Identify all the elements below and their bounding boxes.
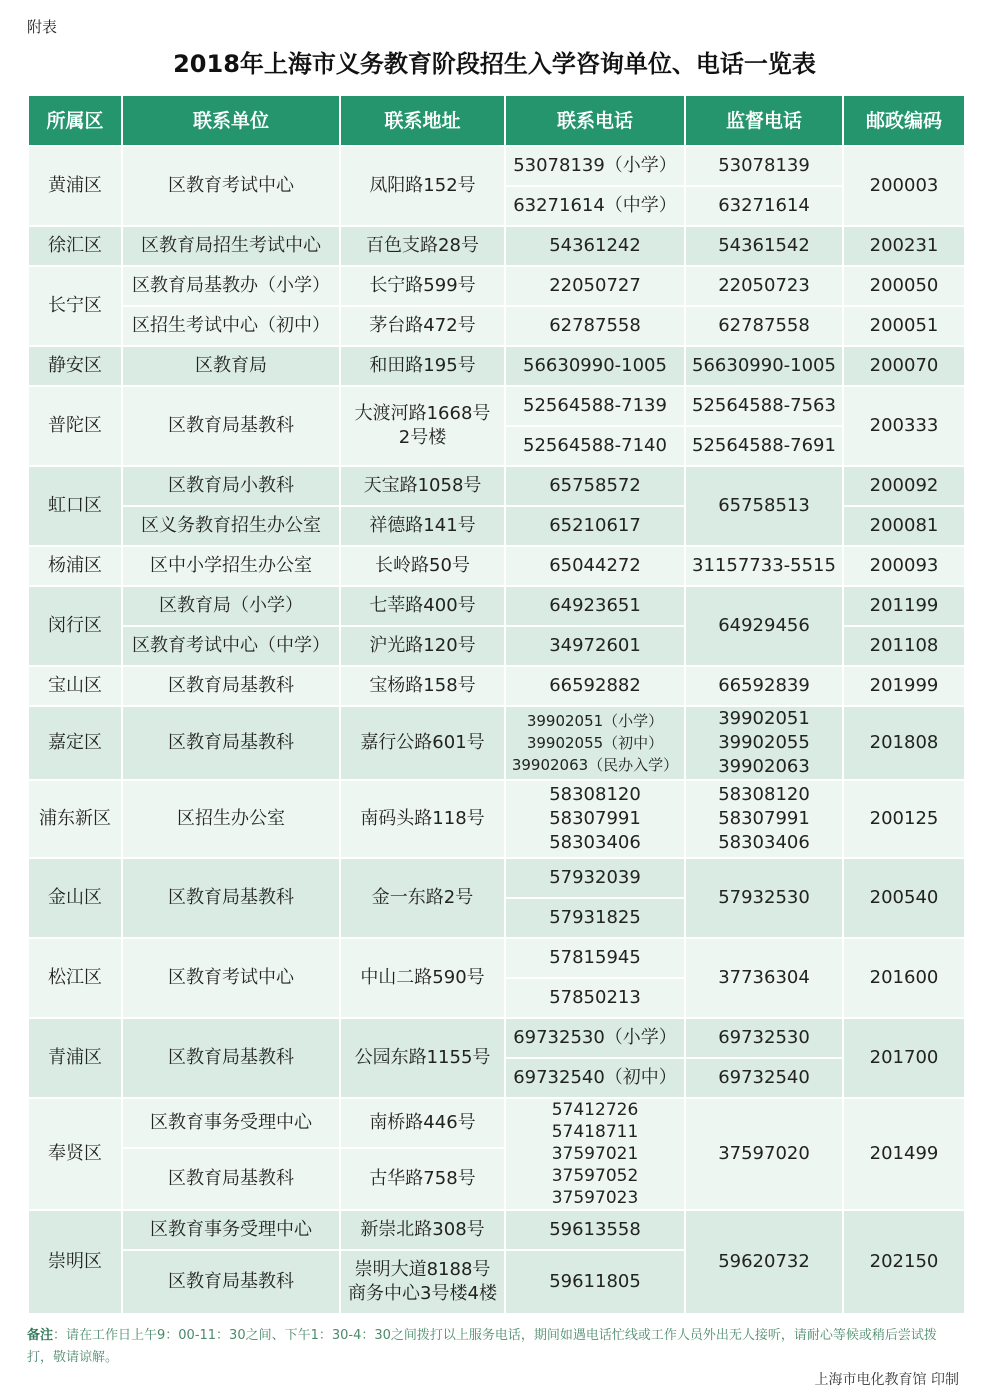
unit-cell: 区教育局基教科 (123, 1149, 339, 1209)
unit-cell: 区教育局（小学） (123, 587, 339, 625)
header-unit: 联系单位 (123, 96, 339, 145)
phone-cell: 57932039 (506, 859, 684, 897)
remark (27, 1325, 962, 1369)
supervision-cell: 56630990-1005 (686, 347, 842, 385)
district-cell: 松江区 (29, 939, 121, 1017)
district-cell: 虹口区 (29, 467, 121, 545)
zip-cell: 200050 (844, 267, 964, 305)
address-cell: 宝杨路158号 (341, 667, 504, 705)
table-row (29, 147, 964, 185)
phone-cell: 58308120 58307991 58303406 (506, 781, 684, 857)
supervision-cell: 65758513 (686, 467, 842, 545)
contact-table (27, 94, 966, 1315)
phone-cell: 52564588-7140 (506, 427, 684, 465)
supervision-cell: 54361542 (686, 227, 842, 265)
address-cell: 南码头路118号 (341, 781, 504, 857)
address-cell: 公园东路1155号 (341, 1019, 504, 1097)
table-header-row (29, 96, 964, 145)
zip-cell: 201499 (844, 1099, 964, 1209)
table-row (29, 347, 964, 385)
phone-cell: 52564588-7139 (506, 387, 684, 425)
header-zip: 邮政编码 (844, 96, 964, 145)
address-cell: 祥德路141号 (341, 507, 504, 545)
phone-cell: 22050727 (506, 267, 684, 305)
address-cell: 长岭路50号 (341, 547, 504, 585)
district-cell: 徐汇区 (29, 227, 121, 265)
supervision-cell: 58308120 58307991 58303406 (686, 781, 842, 857)
table-row (29, 939, 964, 977)
phone-cell: 34972601 (506, 627, 684, 665)
remark-text: ：请在工作日上午9：00-11：30之间、下午1：30-4：30之间拨打以上服务电话，期间如遇电话忙线或工作人员外出无人接听，请耐心等候或稍后尝试拨打，敬请谅解。 (27, 1328, 937, 1365)
unit-cell: 区招生考试中心（初中） (123, 307, 339, 345)
phone-cell: 64923651 (506, 587, 684, 625)
phone-cell: 57815945 (506, 939, 684, 977)
table-row (29, 267, 964, 305)
unit-cell: 区教育局基教科 (123, 387, 339, 465)
phone-cell: 62787558 (506, 307, 684, 345)
unit-cell: 区教育局基教科 (123, 1019, 339, 1097)
remark-label: 备注 (27, 1328, 54, 1343)
zip-cell: 201808 (844, 707, 964, 779)
unit-cell: 区教育局招生考试中心 (123, 227, 339, 265)
district-cell: 青浦区 (29, 1019, 121, 1097)
unit-cell: 区教育局基教科 (123, 859, 339, 937)
district-cell: 嘉定区 (29, 707, 121, 779)
zip-cell: 200540 (844, 859, 964, 937)
page-title: 2018年上海市义务教育阶段招生入学咨询单位、电话一览表 (173, 50, 816, 78)
address-cell: 嘉行公路601号 (341, 707, 504, 779)
supervision-cell: 59620732 (686, 1211, 842, 1313)
zip-cell: 201199 (844, 587, 964, 625)
unit-cell: 区教育局基教办（小学） (123, 267, 339, 305)
district-cell: 宝山区 (29, 667, 121, 705)
zip-cell: 200003 (844, 147, 964, 225)
supervision-cell: 37736304 (686, 939, 842, 1017)
header-supervision: 监督电话 (686, 96, 842, 145)
phone-cell: 56630990-1005 (506, 347, 684, 385)
supervision-cell: 37597020 (686, 1099, 842, 1209)
attachment-label: 附表 (27, 18, 58, 36)
address-cell: 大渡河路1668号 2号楼 (341, 387, 504, 465)
unit-cell: 区教育事务受理中心 (123, 1099, 339, 1147)
zip-cell: 202150 (844, 1211, 964, 1313)
phone-cell: 57850213 (506, 979, 684, 1017)
supervision-cell: 22050723 (686, 267, 842, 305)
supervision-cell: 63271614 (686, 187, 842, 225)
zip-cell: 201999 (844, 667, 964, 705)
address-cell: 七莘路400号 (341, 587, 504, 625)
supervision-cell: 39902051 39902055 39902063 (686, 707, 842, 779)
phone-cell: 57412726 57418711 37597021 37597052 37597023 (506, 1099, 684, 1209)
header-address: 联系地址 (341, 96, 504, 145)
address-cell: 长宁路599号 (341, 267, 504, 305)
zip-cell: 200333 (844, 387, 964, 465)
phone-cell: 69732530（小学） (506, 1019, 684, 1057)
unit-cell: 区教育局基教科 (123, 667, 339, 705)
zip-cell: 200093 (844, 547, 964, 585)
zip-cell: 200051 (844, 307, 964, 345)
address-cell: 百色支路28号 (341, 227, 504, 265)
header-district: 所属区 (29, 96, 121, 145)
phone-cell: 65044272 (506, 547, 684, 585)
table-row (29, 547, 964, 585)
phone-cell: 63271614（中学） (506, 187, 684, 225)
supervision-cell: 62787558 (686, 307, 842, 345)
table-row (29, 467, 964, 505)
district-cell: 崇明区 (29, 1211, 121, 1313)
address-cell: 茅台路472号 (341, 307, 504, 345)
supervision-cell: 52564588-7563 (686, 387, 842, 425)
zip-cell: 200081 (844, 507, 964, 545)
table-row (29, 227, 964, 265)
address-cell: 金一东路2号 (341, 859, 504, 937)
address-cell: 凤阳路152号 (341, 147, 504, 225)
phone-cell: 59613558 (506, 1211, 684, 1249)
unit-cell: 区教育局 (123, 347, 339, 385)
address-cell: 和田路195号 (341, 347, 504, 385)
phone-cell: 65210617 (506, 507, 684, 545)
table-row (29, 1211, 964, 1249)
table-row (29, 307, 964, 345)
district-cell: 闵行区 (29, 587, 121, 665)
header-phone: 联系电话 (506, 96, 684, 145)
zip-cell: 201600 (844, 939, 964, 1017)
unit-cell: 区教育局基教科 (123, 1251, 339, 1313)
table-row (29, 707, 964, 779)
unit-cell: 区教育局小教科 (123, 467, 339, 505)
district-cell: 奉贤区 (29, 1099, 121, 1209)
table-row (29, 667, 964, 705)
address-cell: 南桥路446号 (341, 1099, 504, 1147)
phone-cell: 54361242 (506, 227, 684, 265)
address-cell: 沪光路120号 (341, 627, 504, 665)
address-cell: 天宝路1058号 (341, 467, 504, 505)
supervision-cell: 57932530 (686, 859, 842, 937)
table-row (29, 781, 964, 857)
zip-cell: 200125 (844, 781, 964, 857)
supervision-cell: 52564588-7691 (686, 427, 842, 465)
unit-cell: 区教育考试中心（中学） (123, 627, 339, 665)
phone-cell: 39902051（小学） 39902055（初中） 39902063（民办入学） (506, 707, 684, 779)
supervision-cell: 53078139 (686, 147, 842, 185)
phone-cell: 53078139（小学） (506, 147, 684, 185)
supervision-cell: 31157733-5515 (686, 547, 842, 585)
district-cell: 金山区 (29, 859, 121, 937)
zip-cell: 201108 (844, 627, 964, 665)
district-cell: 杨浦区 (29, 547, 121, 585)
unit-cell: 区招生办公室 (123, 781, 339, 857)
phone-cell: 65758572 (506, 467, 684, 505)
address-cell: 古华路758号 (341, 1149, 504, 1209)
supervision-cell: 69732530 (686, 1019, 842, 1057)
unit-cell: 区教育事务受理中心 (123, 1211, 339, 1249)
supervision-cell: 66592839 (686, 667, 842, 705)
table-row (29, 587, 964, 625)
unit-cell: 区中小学招生办公室 (123, 547, 339, 585)
district-cell: 静安区 (29, 347, 121, 385)
address-cell: 中山二路590号 (341, 939, 504, 1017)
zip-cell: 200070 (844, 347, 964, 385)
phone-cell: 69732540（初中） (506, 1059, 684, 1097)
phone-cell: 57931825 (506, 899, 684, 937)
zip-cell: 200231 (844, 227, 964, 265)
unit-cell: 区教育局基教科 (123, 707, 339, 779)
unit-cell: 区义务教育招生办公室 (123, 507, 339, 545)
phone-cell: 66592882 (506, 667, 684, 705)
table-row (29, 1099, 964, 1147)
zip-cell: 200092 (844, 467, 964, 505)
unit-cell: 区教育考试中心 (123, 147, 339, 225)
district-cell: 普陀区 (29, 387, 121, 465)
district-cell: 浦东新区 (29, 781, 121, 857)
table-row (29, 859, 964, 897)
district-cell: 长宁区 (29, 267, 121, 345)
unit-cell: 区教育考试中心 (123, 939, 339, 1017)
supervision-cell: 64929456 (686, 587, 842, 665)
zip-cell: 201700 (844, 1019, 964, 1097)
district-cell: 黄浦区 (29, 147, 121, 225)
printer-credit: 上海市电化教育馆 印制 (814, 1372, 959, 1388)
supervision-cell: 69732540 (686, 1059, 842, 1097)
table-row (29, 1019, 964, 1057)
phone-cell: 59611805 (506, 1251, 684, 1313)
address-cell: 崇明大道8188号 商务中心3号楼4楼 (341, 1251, 504, 1313)
address-cell: 新崇北路308号 (341, 1211, 504, 1249)
table-row (29, 387, 964, 425)
